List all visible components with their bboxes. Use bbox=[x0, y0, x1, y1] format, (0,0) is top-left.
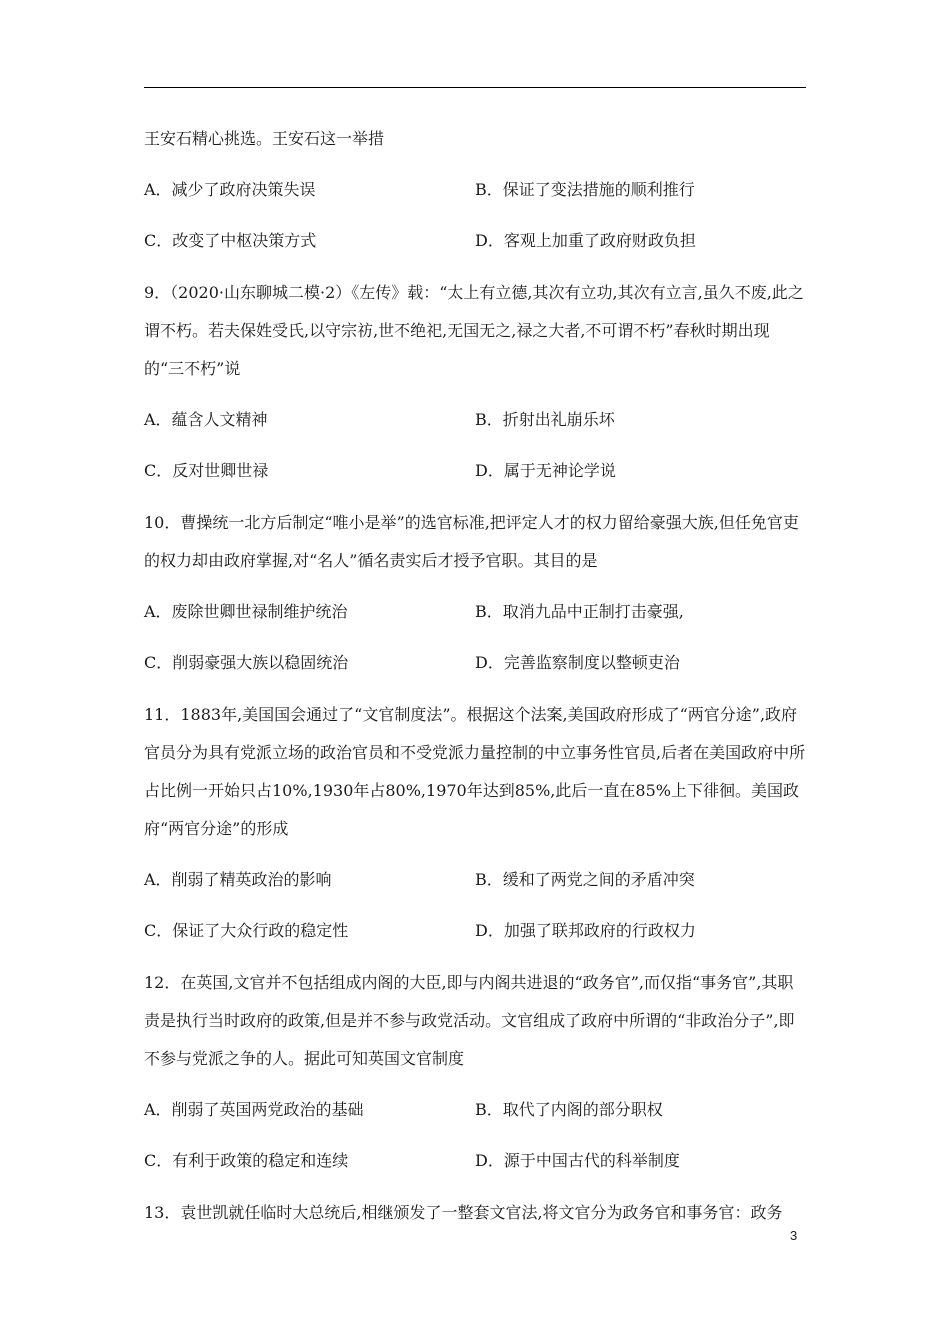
option-a: A．削弱了英国两党政治的基础 bbox=[144, 1100, 364, 1119]
option-d: D．属于无神论学说 bbox=[475, 461, 616, 480]
page-number: 3 bbox=[790, 1228, 798, 1243]
option-b: B．取消九品中正制打击豪强, bbox=[475, 602, 684, 621]
option-c: C．保证了大众行政的稳定性 bbox=[144, 921, 349, 940]
question-9-stem: 9．（2020·山东聊城二模·2）《左传》载：“太上有立德,其次有立功,其次有立言,虽久不废,此之谓不朽。若夫保姓受氏,以守宗祊,世不绝祀,无国无之,禄之大者,不可谓不朽”春秋时期出现的“三不朽”说 bbox=[144, 283, 804, 378]
option-c: C．削弱豪强大族以稳固统治 bbox=[144, 653, 349, 672]
question-11-options-row-2 bbox=[144, 912, 806, 950]
question-12-options-row-1 bbox=[144, 1091, 806, 1129]
option-b: B．取代了内阁的部分职权 bbox=[475, 1100, 663, 1119]
question-13-stem: 13．袁世凯就任临时大总统后,相继颁发了一整套文官法,将文官分为政务官和事务官：政务 bbox=[144, 1203, 783, 1222]
question-12-stem: 12．在英国,文官并不包括组成内阁的大臣,即与内阁共进退的“政务官”,而仅指“事务官”,其职责是执行当时政府的政策,但是并不参与政党活动。文官组成了政府中所谓的“非政治分子”,即不参与党派之争的人。据此可知英国文官制度 bbox=[144, 973, 795, 1068]
question-9-options-row-2 bbox=[144, 452, 806, 490]
question-9-options-row-1 bbox=[144, 401, 806, 439]
option-a: A．蕴含人文精神 bbox=[144, 410, 268, 429]
question-10-options-row-1 bbox=[144, 593, 806, 631]
question-10-options-row-2 bbox=[144, 644, 806, 682]
option-d: D．加强了联邦政府的行政权力 bbox=[475, 921, 696, 940]
question-8-options-row-1 bbox=[144, 171, 806, 209]
option-b: B．折射出礼崩乐坏 bbox=[475, 410, 615, 429]
option-d: D．完善监察制度以整顿吏治 bbox=[475, 653, 680, 672]
option-d: D．源于中国古代的科举制度 bbox=[475, 1151, 680, 1170]
header-rule bbox=[144, 87, 806, 88]
option-a: A．减少了政府决策失误 bbox=[144, 180, 316, 199]
question-12-options-row-2 bbox=[144, 1142, 806, 1180]
question-8-stem-continuation: 王安石精心挑选。王安石这一举措 bbox=[144, 129, 385, 148]
question-10-stem: 10．曹操统一北方后制定“唯小是举”的选官标准,把评定人才的权力留给豪强大族,但任免官吏的权力却由政府掌握,对“名人”循名责实后才授予官职。其目的是 bbox=[144, 513, 799, 570]
option-a: A．废除世卿世禄制维护统治 bbox=[144, 602, 348, 621]
option-c: C．改变了中枢决策方式 bbox=[144, 231, 317, 250]
option-a: A．削弱了精英政治的影响 bbox=[144, 870, 332, 889]
question-8-options-row-2 bbox=[144, 222, 806, 260]
option-c: C．有利于政策的稳定和连续 bbox=[144, 1151, 349, 1170]
option-b: B．缓和了两党之间的矛盾冲突 bbox=[475, 870, 695, 889]
question-11-stem: 11．1883年,美国国会通过了“文官制度法”。根据这个法案,美国政府形成了“两官分途”,政府官员分为具有党派立场的政治官员和不受党派力量控制的中立事务性官员,后者在美国政府中所占比例一开始只占10%,1930年占80%,1970年达到85%,此后一直在85%上下徘徊。美国政府“两官分途”的形成 bbox=[144, 705, 806, 838]
page-content bbox=[144, 120, 806, 1232]
option-b: B．保证了变法措施的顺利推行 bbox=[475, 180, 695, 199]
option-d: D．客观上加重了政府财政负担 bbox=[475, 231, 696, 250]
option-c: C．反对世卿世禄 bbox=[144, 461, 269, 480]
question-11-options-row-1 bbox=[144, 861, 806, 899]
